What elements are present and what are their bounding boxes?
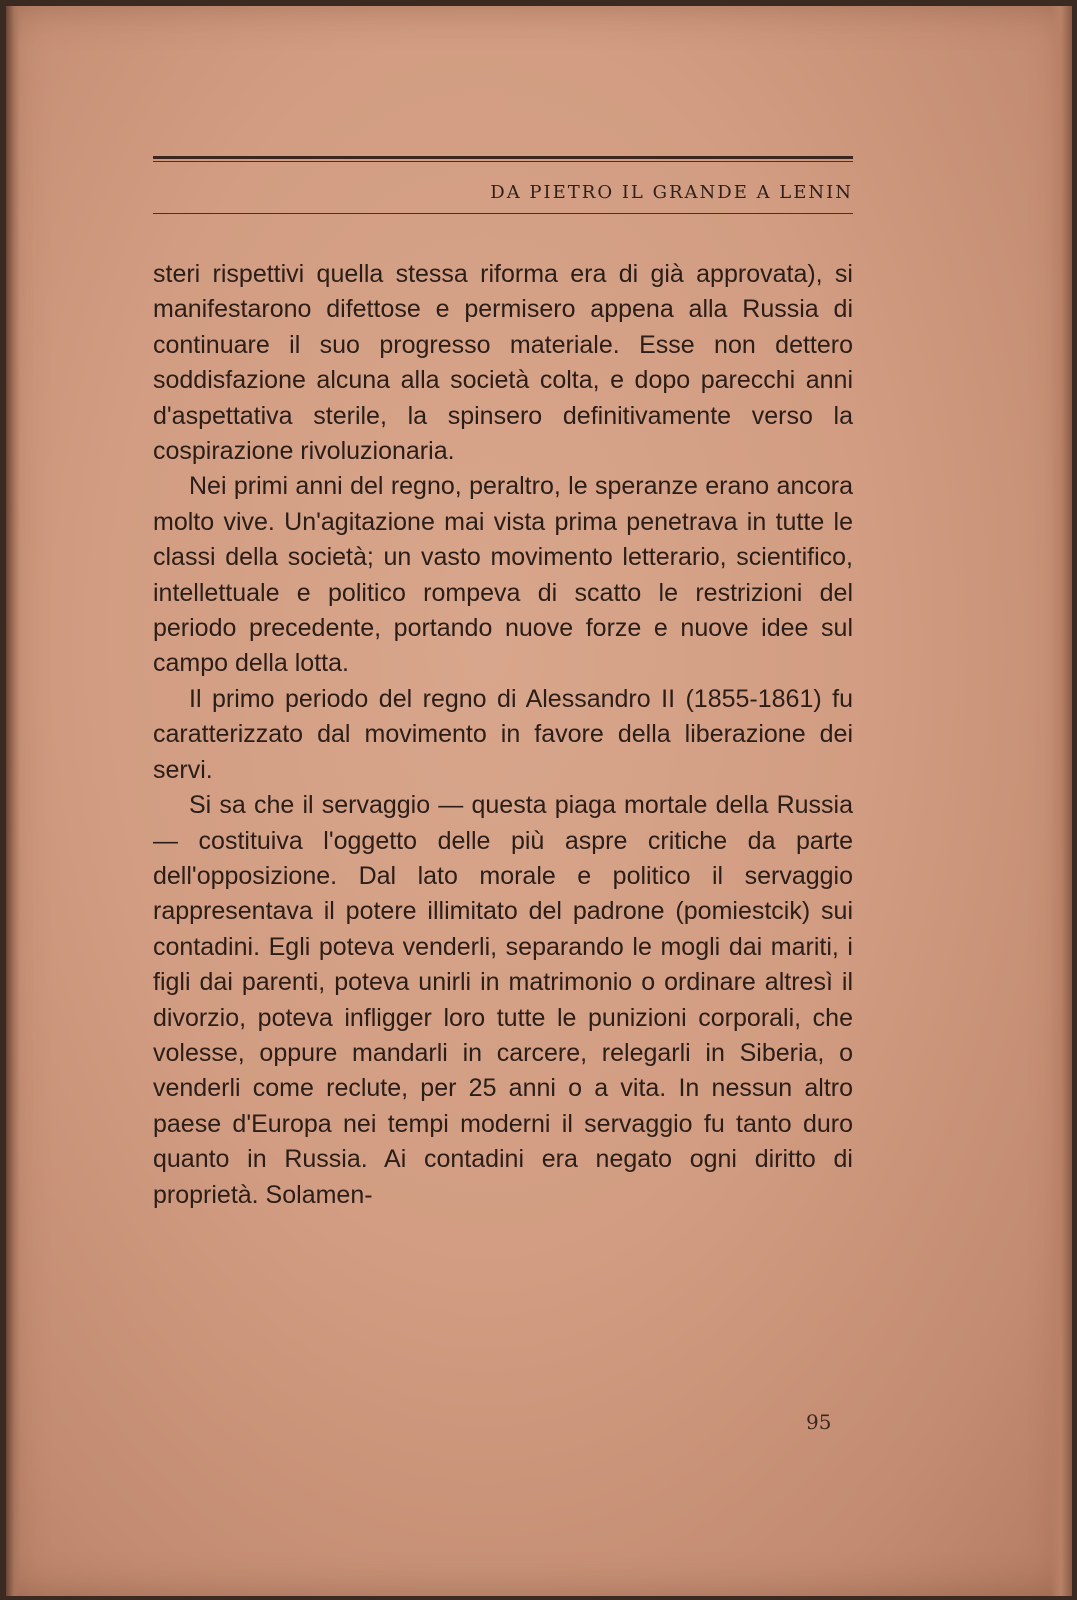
header-rule-top bbox=[153, 156, 853, 159]
body-text bbox=[153, 257, 853, 1213]
page-right-edge bbox=[1050, 6, 1072, 1596]
paragraph: steri rispettivi quella stessa riforma era di già approvata), si manifestarono difettose e permisero appena alla Russia di continuare il suo progresso materiale. Esse non dettero soddisfazione alcuna alla società colta, e dopo parecchi anni d'aspettativa sterile, la spinsero definitivamente verso la cospirazione rivoluzionaria. bbox=[153, 260, 853, 466]
header-rule-thin bbox=[153, 161, 853, 162]
paragraph: Nei primi anni del regno, peraltro, le speranze erano ancora molto vive. Un'agitazione mai vista prima penetrava in tutte le classi della società; un vasto movimento letterario, scientifico, intellettuale e politico rompeva di scatto le restrizioni del periodo precedente, portando nuove forze e nuove idee sul campo della lotta. bbox=[153, 472, 853, 678]
page-left-edge bbox=[6, 6, 20, 1596]
running-head: DA PIETRO IL GRANDE A LENIN bbox=[490, 182, 853, 203]
paragraph: Si sa che il servaggio — questa piaga mortale della Russia — costituiva l'oggetto delle più aspre critiche da parte dell'opposizione. Dal lato morale e politico il servaggio rappresentava il potere illimitato del padrone (pomiestcik) sui contadini. Egli poteva venderli, separando le mogli dai mariti, i figli dai parenti, poteva unirli in matrimonio o ordinare altresì il divorzio, poteva infligger loro tutte le punizioni corporali, che volesse, oppure mandarli in carcere, relegarli in Siberia, o venderli come reclute, per 25 anni o a vita. In nessun altro paese d'Europa nei tempi moderni il servaggio fu tanto duro quanto in Russia. Ai contadini era negato ogni diritto di proprietà. Solamen- bbox=[153, 791, 853, 1209]
header-rule-bottom bbox=[153, 213, 853, 214]
page-number: 95 bbox=[806, 1410, 832, 1434]
page-header bbox=[153, 156, 853, 214]
paragraph: Il primo periodo del regno di Alessandro II (1855-1861) fu caratterizzato dal movimento in favore della liberazione dei servi. bbox=[153, 684, 853, 784]
book-page bbox=[6, 6, 1072, 1596]
